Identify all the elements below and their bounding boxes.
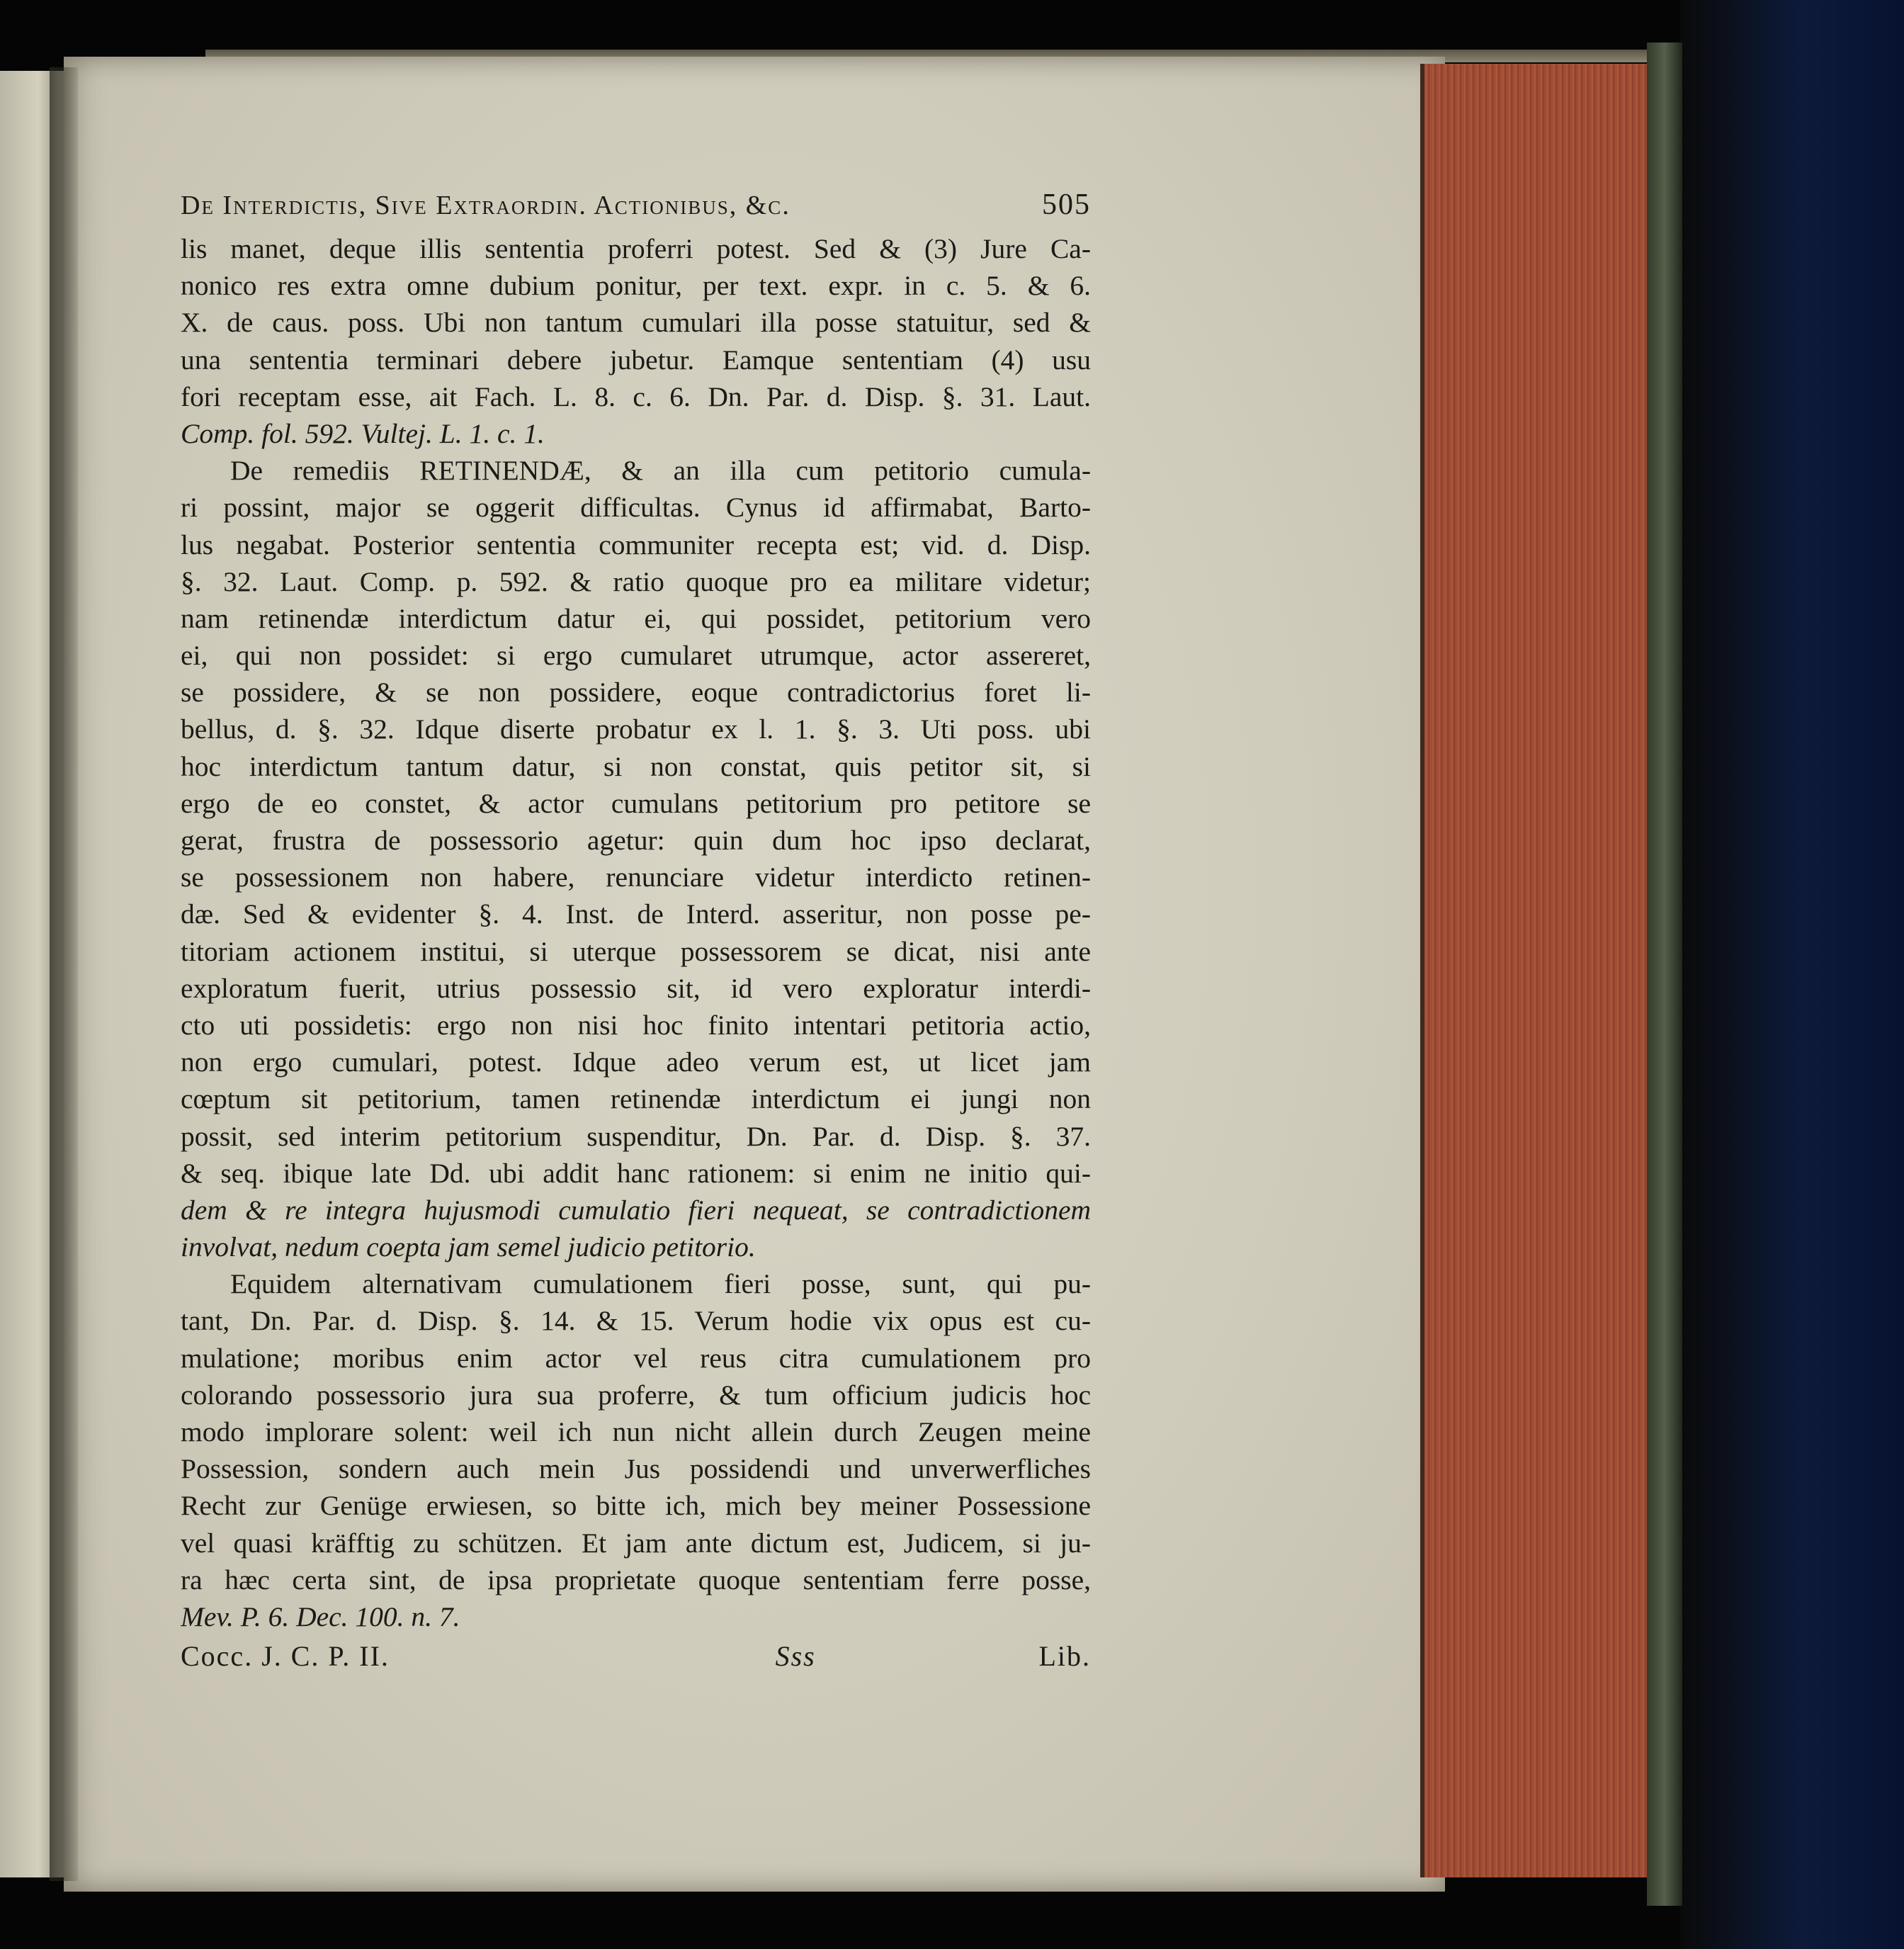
text-line: gerat, frustra de possessorio agetur: quin dum hoc ipso declarat, [181,825,1091,856]
text-line: dem & re integra hujusmodi cumulatio fieri nequeat, se contradictionem [181,1194,1091,1226]
page-number: 505 [1042,188,1091,221]
text-line: exploratum fuerit, utrius possessio sit, id vero exploratur interdi- [181,972,1091,1004]
text-line: se possessionem non habere, renunciare videtur interdicto retinen- [181,861,1091,893]
text-line: tant, Dn. Par. d. Disp. §. 14. & 15. Verum hodie vix opus est cu- [181,1305,1091,1337]
text-line: cœptum sit petitorium, tamen retinendæ interdictum ei jungi non [181,1083,1091,1115]
page-block-edge [1420,64,1658,1877]
text-line: nam retinendæ interdictum datur ei, qui possidet, petitorium vero [181,602,1091,634]
text-line: Mev. P. 6. Dec. 100. n. 7. [181,1600,460,1632]
text-line: bellus, d. §. 32. Idque diserte probatur ex l. 1. §. 3. Uti poss. ubi [181,713,1091,745]
signature-mark: Sss [775,1640,816,1673]
text-line: X. de caus. poss. Ubi non tantum cumulari illa posse statuitur, sed & [181,307,1091,339]
running-head [181,188,1091,222]
text-line: Recht zur Genüge erwiesen, so bitte ich, mich bey meiner Possessione [181,1490,1091,1522]
text-line: se possidere, & se non possidere, eoque contradictorius foret li- [181,677,1091,708]
text-line: Equidem alternativam cumulationem fieri posse, sunt, qui pu- [230,1268,1091,1300]
book-gutter [50,67,78,1881]
catchword: Lib. [1038,1640,1091,1673]
text-line: nonico res extra omne dubium ponitur, per text. expr. in c. 5. & 6. [181,270,1091,302]
text-line: ra hæc certa sint, de ipsa proprietate quoque sententiam ferre posse, [181,1564,1091,1595]
text-line: §. 32. Laut. Comp. p. 592. & ratio quoque pro ea militare videtur; [181,565,1091,597]
text-line: non ergo cumulari, potest. Idque adeo verum est, ut licet jam [181,1046,1091,1078]
text-line: ei, qui non possidet: si ergo cumularet utrumque, actor assereret, [181,640,1091,672]
text-line: ri possint, major se oggerit difficultas. Cynus id affirmabat, Barto- [181,492,1091,524]
text-line: dæ. Sed & evidenter §. 4. Inst. de Interd. asseritur, non posse pe- [181,898,1091,930]
text-line: titoriam actionem institui, si uterque possessorem se dicat, nisi ante [181,935,1091,967]
text-line: & seq. ibique late Dd. ubi addit hanc rationem: si enim ne initio qui- [181,1157,1091,1189]
text-line: involvat, nedum coepta jam semel judicio petitorio. [181,1231,756,1263]
text-line: hoc interdictum tantum datur, si non constat, quis petitor sit, si [181,750,1091,782]
text-line: lus negabat. Posterior sententia communiter recepta est; vid. d. Disp. [181,529,1091,560]
text-line: ergo de eo constet, & actor cumulans petitorium pro petitore se [181,787,1091,819]
text-line: modo implorare solent: weil ich nun nicht allein durch Zeugen meine [181,1416,1091,1447]
running-head-title: De Interdictis, Sive Extraordin. Actionibus, &c. [181,191,790,220]
text-line: cto uti possidetis: ergo non nisi hoc finito intentari petitoria actio, [181,1009,1091,1041]
text-line: fori receptam esse, ait Fach. L. 8. c. 6. Dn. Par. d. Disp. §. 31. Laut. [181,380,1091,412]
page-text [181,188,1091,1673]
text-line: possit, sed interim petitorium suspenditur, Dn. Par. d. Disp. §. 37. [181,1120,1091,1152]
text-line: vel quasi kräfftig zu schützen. Et jam ante dictum est, Judicem, si ju- [181,1527,1091,1559]
footer-volume-ref: Cocc. J. C. P. II. [181,1640,390,1673]
book-cover-edge [1647,43,1682,1906]
text-line: lis manet, deque illis sententia proferri potest. Sed & (3) Jure Ca- [181,233,1091,264]
text-line: De remediis RETINENDÆ, & an illa cum petitorio cumula- [230,455,1091,487]
text-line: una sententia terminari debere jubetur. Eamque sententiam (4) usu [181,344,1091,375]
body-text [181,230,1091,1635]
text-line: Possession, sondern auch mein Jus possidendi und unverwerfliches [181,1453,1091,1485]
text-line: Comp. fol. 592. Vultej. L. 1. c. 1. [181,417,545,449]
scan-background [1680,0,1904,1949]
text-line: colorando possessorio jura sua proferre, & tum officium judicis hoc [181,1379,1091,1411]
page-footer [181,1639,1091,1673]
text-line: mulatione; moribus enim actor vel reus citra cumulationem pro [181,1342,1091,1374]
